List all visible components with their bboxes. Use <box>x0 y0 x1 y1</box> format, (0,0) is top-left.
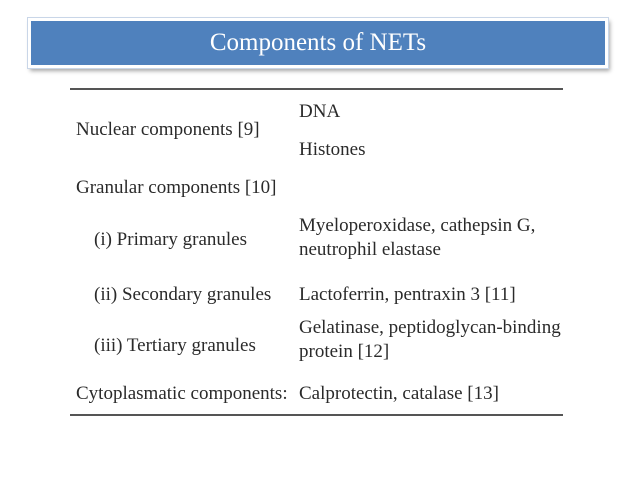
row-value-line: Calprotectin, catalase [13] <box>299 383 499 404</box>
row-value-line: protein [12] <box>299 341 390 362</box>
row-label: (iii) Tertiary granules <box>94 335 256 356</box>
row-value-line: DNA <box>299 101 341 122</box>
slide-title: Components of NETs <box>209 29 427 56</box>
row-value-line: Lactoferrin, pentraxin 3 [11] <box>299 284 516 305</box>
components-table <box>70 88 563 416</box>
row-label: (i) Primary granules <box>94 229 248 250</box>
row-value <box>299 214 561 262</box>
slide-title-bar <box>28 18 608 68</box>
row-value <box>299 100 561 162</box>
row-value-line: Gelatinase, peptidoglycan-binding <box>299 317 561 338</box>
row-label: Nuclear components [9] <box>76 119 260 140</box>
row-value-line: Myeloperoxidase, cathepsin G, <box>299 215 536 236</box>
row-value <box>299 316 561 364</box>
row-label: Cytoplasmatic components: <box>76 383 288 404</box>
row-value <box>299 382 561 406</box>
row-value-line: neutrophil elastase <box>299 239 441 260</box>
row-label: Granular components [10] <box>76 177 277 198</box>
row-value-line: Histones <box>299 139 366 160</box>
row-value <box>299 283 561 307</box>
row-label: (ii) Secondary granules <box>94 284 272 305</box>
